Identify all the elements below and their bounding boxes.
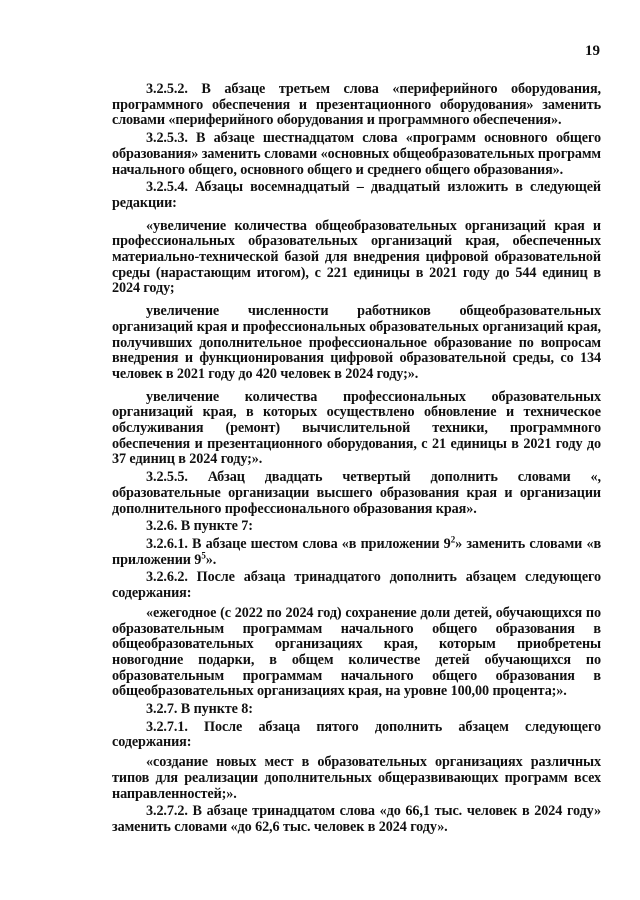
appendix-superscript-5: 5 <box>201 549 206 560</box>
paragraph-3-2-5-4: 3.2.5.4. Абзацы восемнадцатый – двадцатый изложить в следующей редакции: <box>112 179 601 211</box>
paragraph-3-2-5-5: 3.2.5.5. Абзац двадцать четвертый дополнить словами «, образовательные организации высшего образования края и организации дополнительного профессионального образования края». <box>112 469 601 517</box>
paragraph-3-2-6-2: 3.2.6.2. После абзаца тринадцатого дополнить абзацем следующего содержания: <box>112 569 601 602</box>
quoted-paragraph-new-year-gifts: «ежегодное (с 2022 по 2024 год) сохранение доли детей, обучающихся по образовательным программам начального общего образования в общеобразовательных организациях края, которым приобретены новогодние подарки, в общем количестве детей обучающихся по образовательным программам начального общего образования в общеобразовательных организациях края, на уровне 100,00 процента;». <box>112 604 601 700</box>
paragraph-3-2-6-1 <box>112 534 602 568</box>
quoted-paragraph-material-technical-base: «увеличение количества общеобразовательных организаций края и профессиональных образовательных организаций края, обеспеченных материально-технической базой для внедрения цифровой образовательной среды (нарастающим итогом), с 221 единицы в 2021 году до 544 единиц в 2024 году; <box>112 217 601 297</box>
document-body <box>112 82 601 838</box>
paragraph-3-2-7: 3.2.7. В пункте 8: <box>146 701 253 718</box>
quoted-paragraph-staff-training: увеличение численности работников общеобразовательных организаций края и профессиональных образовательных организаций края, получивших дополнительное профессиональное образование по вопросам внедрения и функционирования цифровой образовательной среды, со 134 человек в 2021 году до 420 человек в 2024 году;». <box>112 303 601 382</box>
paragraph-3-2-5-2: 3.2.5.2. В абзаце третьем слова «периферийного оборудования, программного обеспечения и презентационного оборудования» заменить словами «периферийного оборудования и программного обеспечения». <box>112 81 601 129</box>
paragraph-3-2-6: 3.2.6. В пункте 7: <box>146 518 253 535</box>
paragraph-3-2-6-1-before: 3.2.6.1. В абзаце шестом слова «в приложении 9 <box>146 535 451 552</box>
page-number: 19 <box>585 43 600 59</box>
quoted-paragraph-new-places: «создание новых мест в образовательных организациях различных типов для реализации дополнительных общеразвивающих программ всех направленностей;». <box>112 754 601 802</box>
appendix-superscript-2: 2 <box>450 534 456 545</box>
paragraph-3-2-6-1-middle: » заменить словами «в приложении 9 <box>112 535 602 568</box>
paragraph-3-2-6-1-after: ». <box>205 551 217 568</box>
paragraph-3-2-5-3: 3.2.5.3. В абзаце шестнадцатом слова «программ основного общего образования» заменить словами «основных общеобразовательных программ начального общего, основного общего и среднего общего образования». <box>112 130 601 178</box>
paragraph-3-2-7-1: 3.2.7.1. После абзаца пятого дополнить абзацем следующего содержания: <box>112 718 601 751</box>
quoted-paragraph-equipment-maintenance: увеличение количества профессиональных образовательных организаций края, в которых осуществлено обновление и техническое обслуживания (ремонт) вычислительной техники, программного обеспечения и презентационного оборудования, с 21 единицы в 2021 году до 37 единиц в 2024 году;». <box>112 388 601 468</box>
paragraph-3-2-7-2: 3.2.7.2. В абзаце тринадцатом слова «до 66,1 тыс. человек в 2024 году» заменить словами «до 62,6 тыс. человек в 2024 году». <box>112 803 601 835</box>
